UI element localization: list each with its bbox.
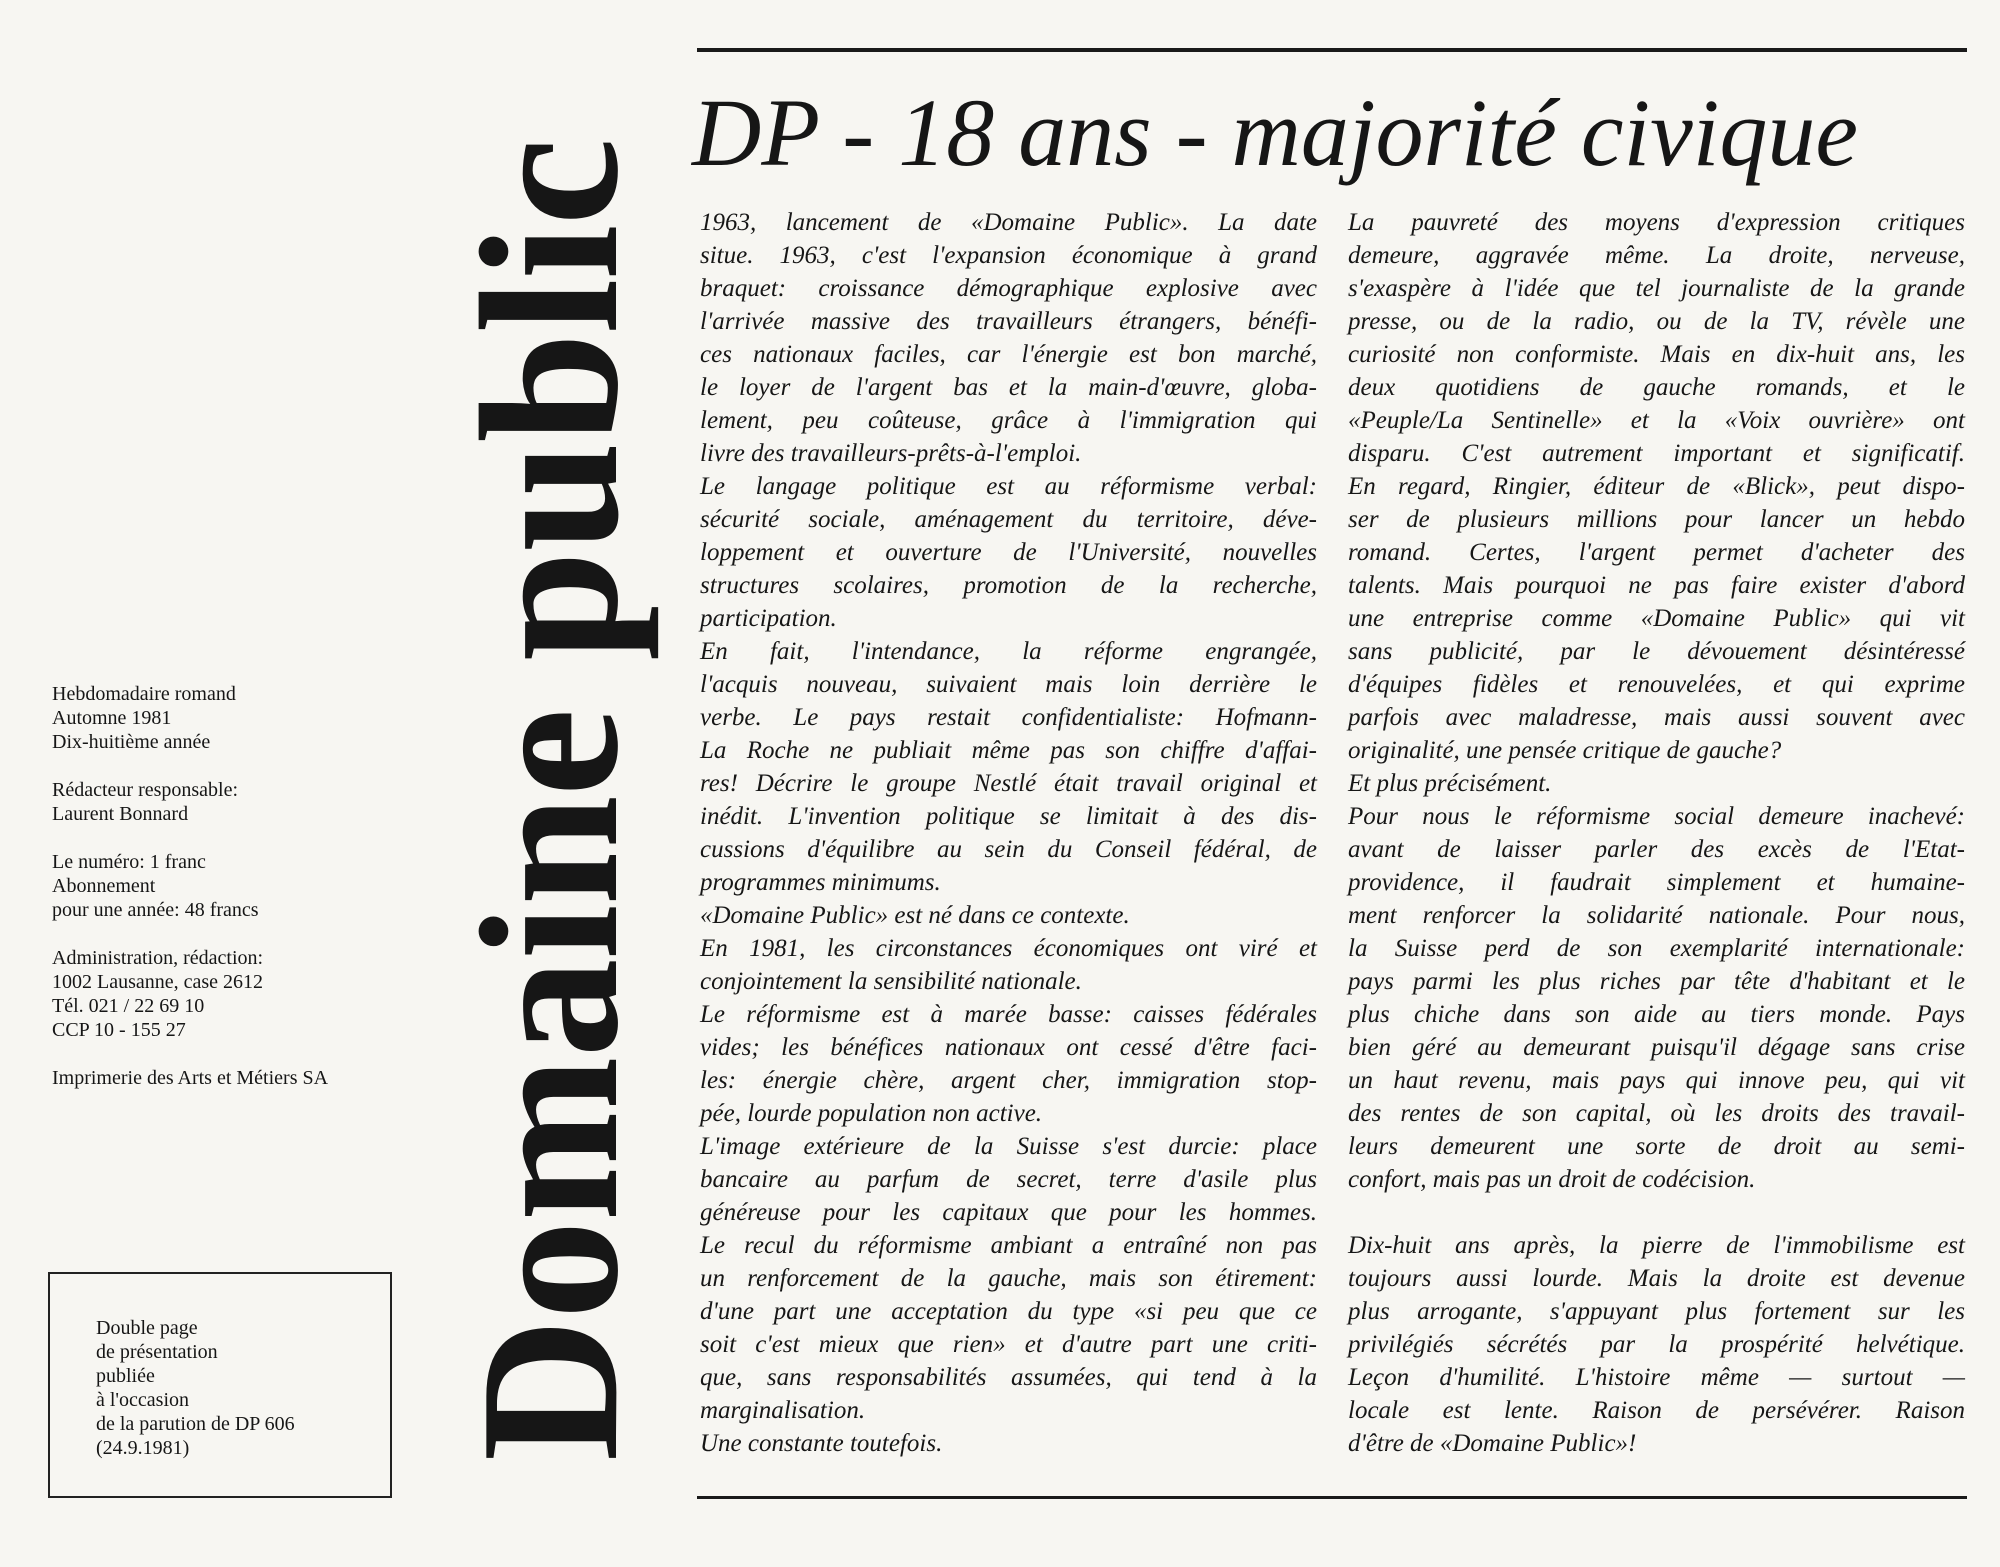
article-line: d'être de «Domaine Public»! <box>1348 1430 1637 1457</box>
article-line: Pour nous le réformisme social demeure inachevé: <box>1348 803 1965 830</box>
article-line: lement, peu coûteuse, grâce à l'immigration qui <box>700 407 1317 434</box>
imprint-line: Hebdomadaire romand <box>52 683 236 705</box>
imprint-group <box>52 778 432 826</box>
article-line: Le recul du réformisme ambiant a entraîné non pas <box>700 1232 1317 1259</box>
imprint-line: Administration, rédaction: <box>52 947 264 969</box>
article-line: verbe. Le pays restait confidentialiste: Hofmann- <box>700 704 1317 731</box>
article-line: Et plus précisément. <box>1348 770 1552 797</box>
article-line: soit c'est mieux que rien» et d'autre part une criti- <box>700 1331 1317 1358</box>
article-line: toujours aussi lourde. Mais la droite est devenue <box>1348 1265 1965 1292</box>
article-line: participation. <box>700 605 837 632</box>
notice-line: (24.9.1981) <box>96 1437 190 1459</box>
notice-line: Double page <box>96 1317 198 1339</box>
article-column-left <box>700 206 1317 1460</box>
article-line: parfois avec maladresse, mais aussi souvent avec <box>1348 704 1965 731</box>
article-line: privilégiés sécrétés par la prospérité helvétique. <box>1348 1331 1965 1358</box>
imprint-line: Abonnement <box>52 875 156 897</box>
article-line: conjointement la sensibilité nationale. <box>700 968 1082 995</box>
masthead <box>440 118 659 1483</box>
article-line: providence, il faudrait simplement et humaine- <box>1348 869 1965 896</box>
article-line: livre des travailleurs-prêts-à-l'emploi. <box>700 440 1082 467</box>
article-line: structures scolaires, promotion de la recherche, <box>700 572 1317 599</box>
article-line: pays parmi les plus riches par tête d'habitant et le <box>1348 968 1965 995</box>
article-line: L'image extérieure de la Suisse s'est durcie: place <box>700 1133 1317 1160</box>
article-line: que, sans responsabilités assumées, qui tend à la <box>700 1364 1317 1391</box>
article-line: pée, lourde population non active. <box>700 1100 1043 1127</box>
article-line: En regard, Ringier, éditeur de «Blick», peut dispo- <box>1348 473 1965 500</box>
imprint-line: pour une année: 48 francs <box>52 899 259 921</box>
notice-line: de présentation <box>96 1341 218 1363</box>
article-line: s'exaspère à l'idée que tel journaliste de la grande <box>1348 275 1965 302</box>
imprint-line: Rédacteur responsable: <box>52 779 239 801</box>
presentation-notice-text <box>96 1316 295 1460</box>
article-line: ser de plusieurs millions pour lancer un hebdo <box>1348 506 1965 533</box>
article-line: vides; les bénéfices nationaux ont cessé d'être faci- <box>700 1034 1317 1061</box>
article-line: leurs demeurent une sorte de droit au semi- <box>1348 1133 1965 1160</box>
article-line: En fait, l'intendance, la réforme engrangée, <box>700 638 1317 665</box>
imprint-line: 1002 Lausanne, case 2612 <box>52 971 264 993</box>
article-line: l'arrivée massive des travailleurs étrangers, bénéfi- <box>700 308 1317 335</box>
article-line: ment renforcer la solidarité nationale. Pour nous, <box>1348 902 1965 929</box>
article-line: Le langage politique est au réformisme verbal: <box>700 473 1317 500</box>
article-line: l'acquis nouveau, suivaient mais loin derrière le <box>700 671 1317 698</box>
article-line: «Peuple/La Sentinelle» et la «Voix ouvrière» ont <box>1348 407 1965 434</box>
imprint-group <box>52 946 432 1042</box>
article-line: Une constante toutefois. <box>700 1430 943 1457</box>
article-line: Le réformisme est à marée basse: caisses fédérales <box>700 1001 1317 1028</box>
article-line: ces nationaux faciles, car l'énergie est bon marché, <box>700 341 1317 368</box>
article-line: avant de laisser parler des excès de l'Etat- <box>1348 836 1965 863</box>
article-line: confort, mais pas un droit de codécision. <box>1348 1166 1756 1193</box>
article-column-right <box>1348 206 1965 1460</box>
article-line: braquet: croissance démographique explosive avec <box>700 275 1317 302</box>
article-line: un haut revenu, mais pays qui innove peu, qui vit <box>1348 1067 1965 1094</box>
notice-line: à l'occasion <box>96 1389 190 1411</box>
article-line: programmes minimums. <box>700 869 941 896</box>
article-line: En 1981, les circonstances économiques ont viré et <box>700 935 1317 962</box>
top-rule <box>697 48 1967 52</box>
article-line: des rentes de son capital, où les droits des travail- <box>1348 1100 1965 1127</box>
article-line: plus arrogante, s'appuyant plus fortement sur les <box>1348 1298 1965 1325</box>
imprint-block <box>52 682 432 1114</box>
article-line: bancaire au parfum de secret, terre d'asile plus <box>700 1166 1317 1193</box>
article-line: situe. 1963, c'est l'expansion économique à grand <box>700 242 1317 269</box>
article-line: res! Décrire le groupe Nestlé était travail original et <box>700 770 1317 797</box>
article-line: sécurité sociale, aménagement du territoire, déve- <box>700 506 1317 533</box>
article-line: romand. Certes, l'argent permet d'acheter des <box>1348 539 1965 566</box>
article-line: Dix-huit ans après, la pierre de l'immobilisme est <box>1348 1232 1965 1259</box>
article-line: loppement et ouverture de l'Université, nouvelles <box>700 539 1317 566</box>
article-line: une entreprise comme «Domaine Public» qui vit <box>1348 605 1965 632</box>
paragraph-gap <box>1348 1196 1965 1229</box>
imprint-line: Le numéro: 1 franc <box>52 851 206 873</box>
article-line: originalité, une pensée critique de gauche? <box>1348 737 1782 764</box>
article-line: plus chiche dans son aide au tiers monde. Pays <box>1348 1001 1965 1028</box>
article-line: la Suisse perd de son exemplarité internationale: <box>1348 935 1965 962</box>
presentation-notice-box <box>48 1272 392 1498</box>
article-line: généreuse pour les capitaux que pour les hommes. <box>700 1199 1317 1226</box>
article-line: locale est lente. Raison de persévérer. Raison <box>1348 1397 1965 1424</box>
article-line: 1963, lancement de «Domaine Public». La date <box>700 209 1317 236</box>
imprint-line: Laurent Bonnard <box>52 803 189 825</box>
article-line: inédit. L'invention politique se limitait à des dis- <box>700 803 1317 830</box>
article-line: Leçon d'humilité. L'histoire même — surtout — <box>1348 1364 1965 1391</box>
article-line: demeure, aggravée même. La droite, nerveuse, <box>1348 242 1965 269</box>
article-line: marginalisation. <box>700 1397 866 1424</box>
article-line: cussions d'équilibre au sein du Conseil fédéral, de <box>700 836 1317 863</box>
bottom-rule <box>697 1496 1967 1499</box>
notice-line: de la parution de DP 606 <box>96 1413 295 1435</box>
imprint-line: Dix-huitième année <box>52 731 211 753</box>
imprint-line: Tél. 021 / 22 69 10 <box>52 995 205 1017</box>
article-line: un renforcement de la gauche, mais son étirement: <box>700 1265 1317 1292</box>
masthead-title: Domaine public <box>440 138 659 1462</box>
article-line: d'une part une acceptation du type «si peu que ce <box>700 1298 1317 1325</box>
article-headline: DP - 18 ans - majorité civique <box>692 79 1859 186</box>
imprint-line: Automne 1981 <box>52 707 172 729</box>
article-line: curiosité non conformiste. Mais en dix-huit ans, les <box>1348 341 1965 368</box>
article-line: sans publicité, par le dévouement désintéressé <box>1348 638 1965 665</box>
article-line: disparu. C'est autrement important et significatif. <box>1348 440 1965 467</box>
article-line: les: énergie chère, argent cher, immigration stop- <box>700 1067 1317 1094</box>
imprint-group <box>52 682 432 754</box>
article-line: d'équipes fidèles et renouvelées, et qui exprime <box>1348 671 1965 698</box>
article-line: talents. Mais pourquoi ne pas faire exister d'abord <box>1348 572 1965 599</box>
imprint-group <box>52 1066 432 1090</box>
article-line: «Domaine Public» est né dans ce contexte. <box>700 902 1130 929</box>
article-line: le loyer de l'argent bas et la main-d'œuvre, globa- <box>700 374 1317 401</box>
notice-line: publiée <box>96 1365 155 1387</box>
imprint-group <box>52 850 432 922</box>
imprint-line: CCP 10 - 155 27 <box>52 1019 186 1041</box>
imprint-line: Imprimerie des Arts et Métiers SA <box>52 1067 329 1089</box>
article-line: deux quotidiens de gauche romands, et le <box>1348 374 1965 401</box>
article-line: bien géré au demeurant puisqu'il dégage sans crise <box>1348 1034 1965 1061</box>
article-line: La Roche ne publiait même pas son chiffre d'affai- <box>700 737 1317 764</box>
article-line: presse, ou de la radio, ou de la TV, révèle une <box>1348 308 1965 335</box>
article-line: La pauvreté des moyens d'expression critiques <box>1348 209 1965 236</box>
